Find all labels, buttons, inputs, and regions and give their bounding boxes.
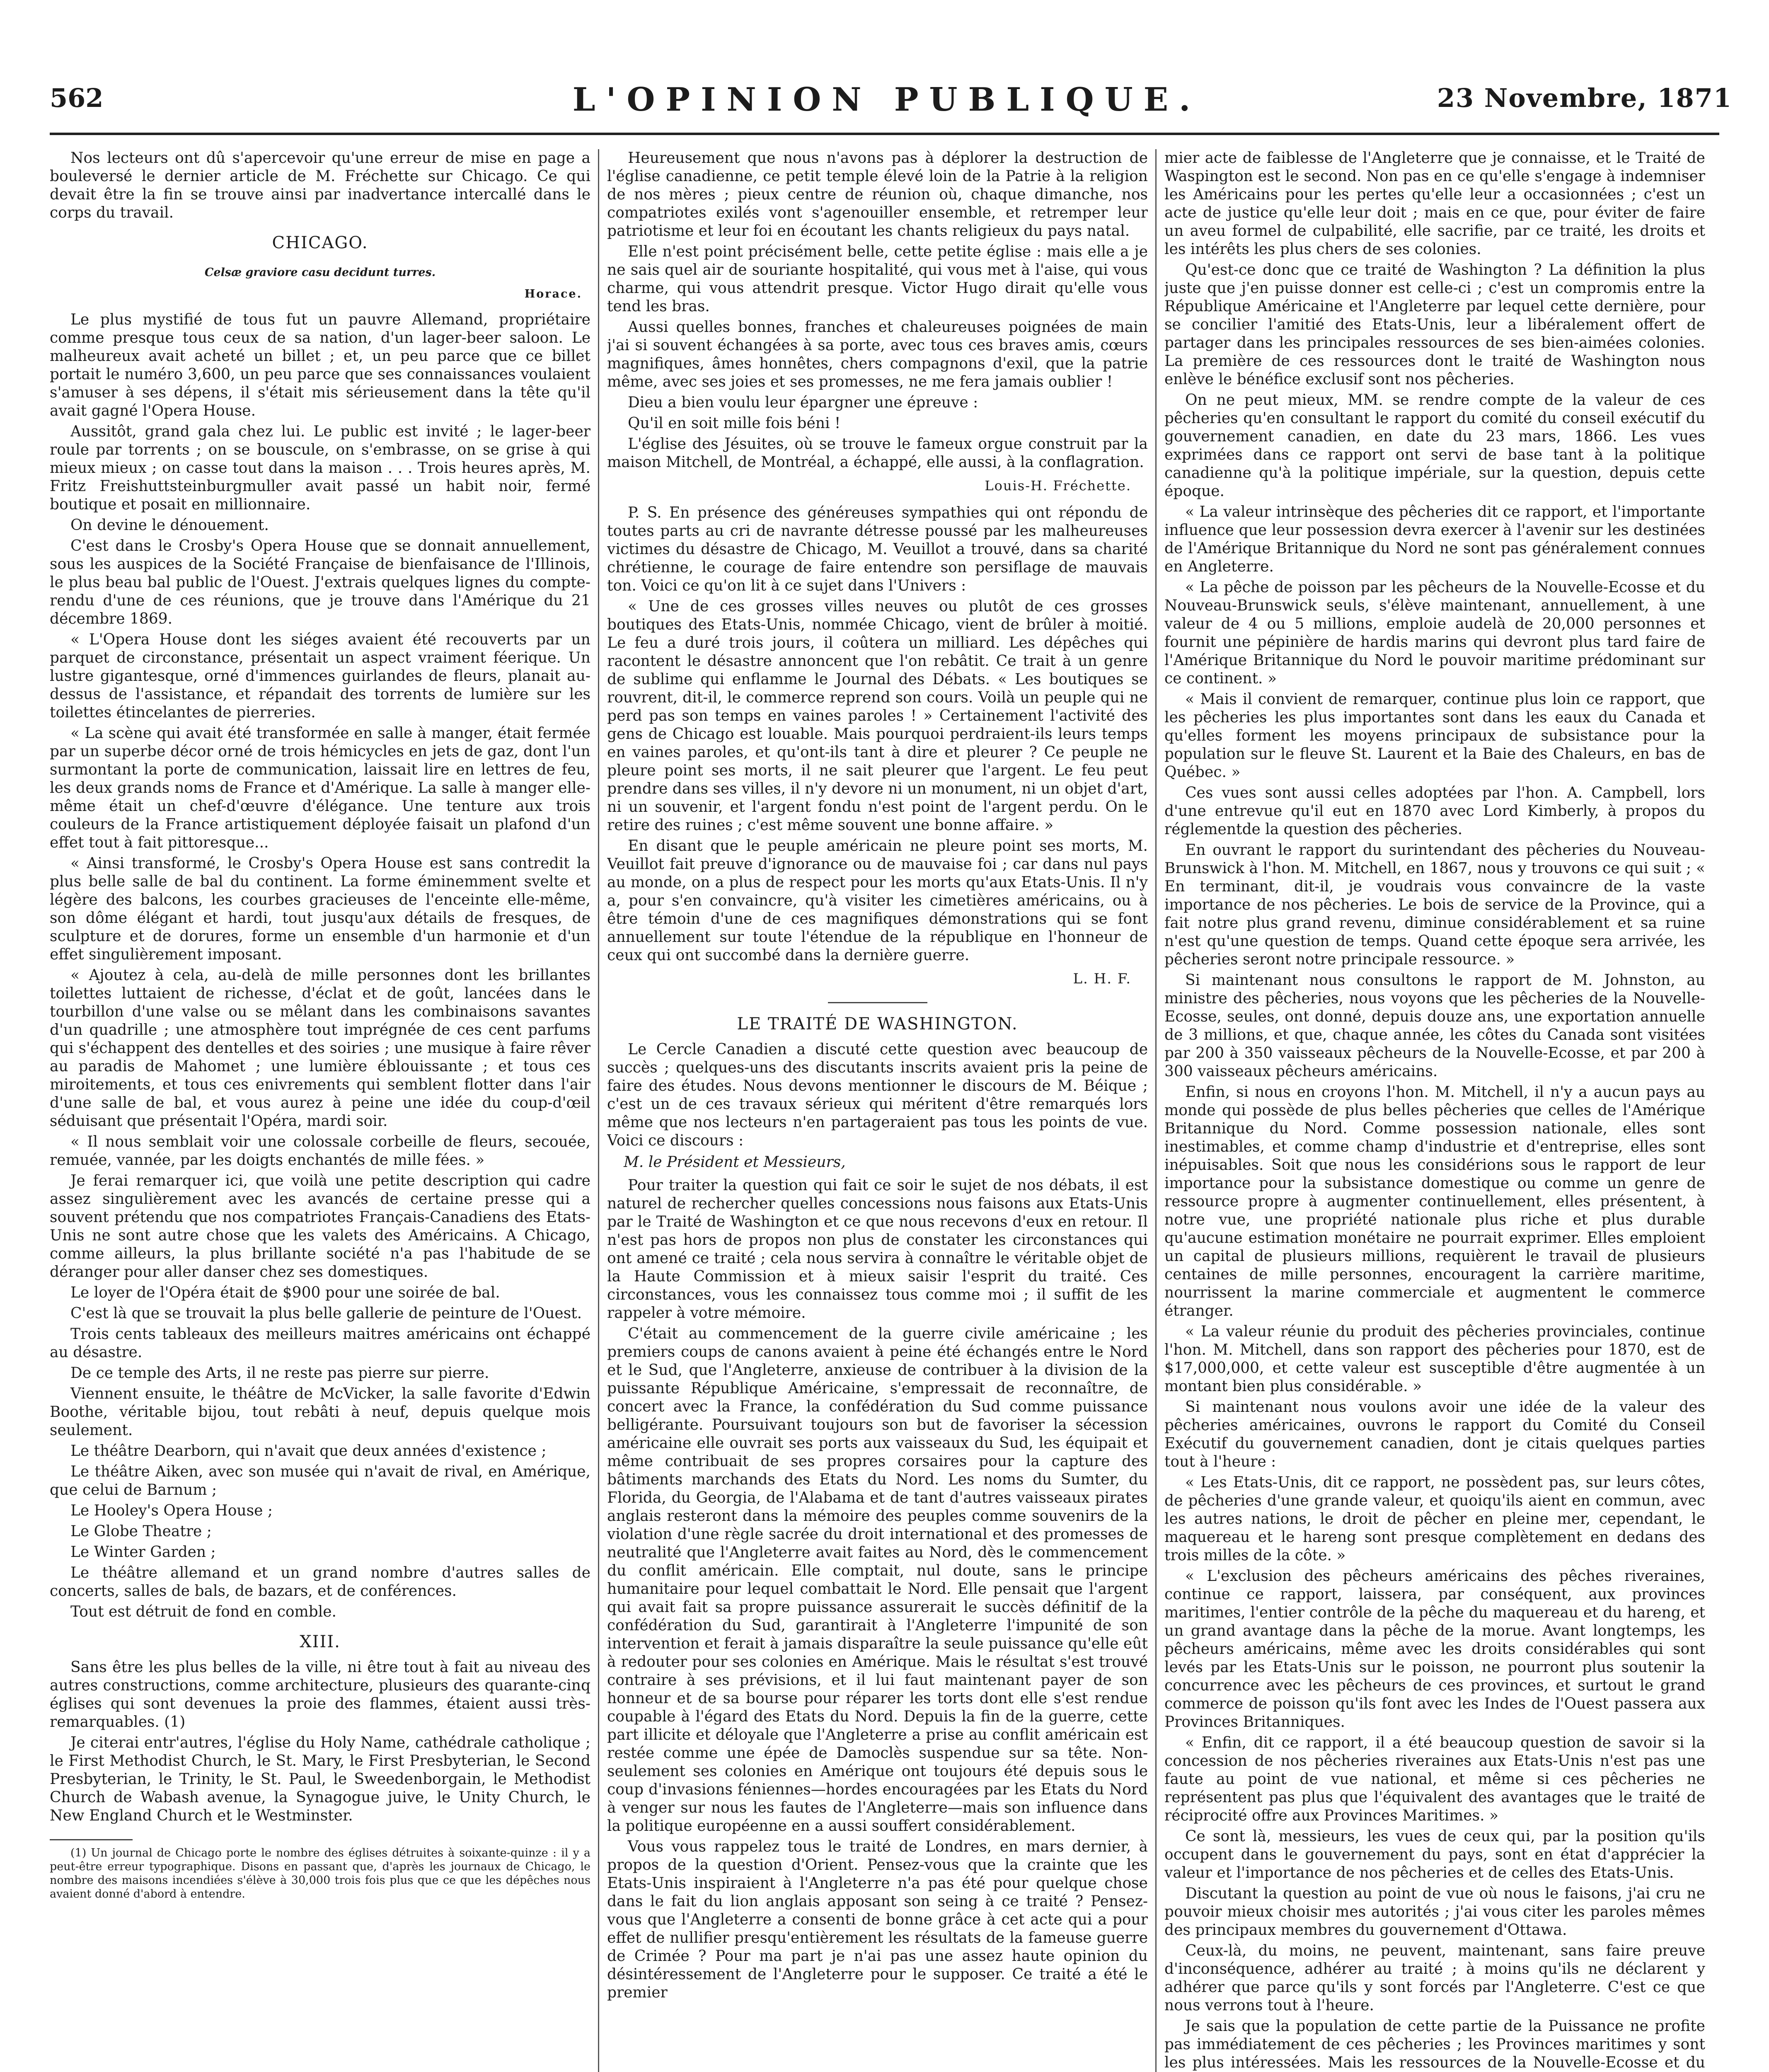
paragraph: Qu'il en soit mille fois béni ! bbox=[628, 415, 841, 432]
paragraph: « L'Opera House dont les siéges avaient été recouverts par un parquet de circonstance, présentait un aspect vraiment féerique. Un lustre gigantesque, orné d'immences guirlandes de fleurs, planait au-dessus de l'assistance, et répandait des torrents de lumière sur les toilettes étincelantes de pierreries. bbox=[50, 631, 590, 721]
paragraph: C'est là que se trouvait la plus belle gallerie de peinture de l'Ouest. bbox=[70, 1305, 582, 1322]
paragraph: « Enfin, dit ce rapport, il a été beaucoup question de savoir si la concession de nos pêcheries riveraines aux Etats-Unis n'est pas une faute au point de vue national, et même si ces pêcheries ne représentent pas plus que l'équivalent des avantages que le traité de réciprocité offre aux Provinces Maritimes. » bbox=[1164, 1734, 1705, 1824]
paragraph: Qu'est-ce donc que ce traité de Washington ? La définition la plus juste que j'en puisse donner est celle-ci ; c'est un compromis entre la République Américaine et l'Angleterre par lequel cette dernière, pour se concilier l'amitié des Etats-Unis, leur a libéralement offert de partager dans les principales ressources de ses bien-aimées colonies. La première de ces ressources dont le traité de Washington nous enlève le bénéfice exclusif sont nos pêcheries. bbox=[1164, 261, 1705, 388]
paragraph: Pour traiter la question qui fait ce soir le sujet de nos débats, il est naturel de rechercher quelles concessions nous faisons aux Etats-Unis par le Traité de Washington et ce que nous recevons d'eux en retour. Il n'est pas hors de propos non plus de constater les circonstances qui ont amené ce traité ; cela nous servira à connaître le véritable objet de la Haute Commission et à mieux saisir l'esprit du traité. Ces circonstances, vous les connaissez tous comme moi ; il suffit de les rappeler à votre mémoire. bbox=[607, 1177, 1148, 1322]
paragraph: « La pêche de poisson par les pêcheurs de la Nouvelle-Ecosse et du Nouveau-Brunswick seuls, s'élève maintenant, annuellement, à une valeur de 4 ou 5 millions, emploie audelà de 20,000 personnes et fournit une pépinière de hardis marins qui devront plus tard faire de l'Amérique Britannique du Nord le pouvoir maritime prédominant sur ce continent. » bbox=[1164, 579, 1705, 687]
paragraph: En ouvrant le rapport du surintendant des pêcheries du Nouveau-Brunswick à l'hon. M. Mitchell, en 1867, nous y trouvons ce qui suit ; « En terminant, dit-il, je voudrais vous convaincre de la vaste importance de nos pêcheries. Le bois de service de la Province, qui a fait notre plus grand revenu, diminue considérablement et sa ruine n'est qu'une question de temps. Quand cette époque sera arrivée, les pêcheries seront notre principale ressource. » bbox=[1164, 842, 1705, 968]
paragraph: « Ainsi transformé, le Crosby's Opera House est sans contredit la plus belle salle de bal du continent. La forme éminemment svelte et légère des balcons, les courbes gracieuses de l'enceinte elle-même, son dôme élégant et hardi, tout jusqu'aux détails de fresques, de sculpture et de dorures, forme un ensemble d'un harmonie et d'un effet singulièrement imposant. bbox=[50, 855, 590, 963]
paragraph: De ce temple des Arts, il ne reste pas pierre sur pierre. bbox=[70, 1365, 489, 1382]
column-2 bbox=[607, 149, 1148, 2072]
paragraph: Discutant la question au point de vue où nous le faisons, j'ai cru ne pouvoir mieux choisir mes autorités ; j'ai vous citer les paroles mêmes des principaux membres du gouvernement d'Ottawa. bbox=[1164, 1885, 1705, 1939]
paragraph: Tout est détruit de fond en comble. bbox=[70, 1603, 336, 1620]
paragraph: « Ajoutez à cela, au-delà de mille personnes dont les brillantes toilettes luttaient de richesse, d'éclat et de goût, lancées dans le tourbillon d'une valse ou se mêlant dans les combinaisons savantes d'un quadrille ; une atmosphère tout imprégnée de ces cent parfums qui s'échappent des dentelles et des soiries ; une musique à faire rêver au paradis de Mahomet ; une lumière éblouissante ; et tous ces miroitements, et tous ces enivrements qui semblent flotter dans l'air d'une salle de bal, et vous aurez à peine une idée du coup-d'œil séduisant que présentait l'Opéra, mardi soir. bbox=[50, 967, 590, 1130]
salutation: M. le Président et Messieurs, bbox=[624, 1154, 846, 1171]
section-heading-xiii: XIII. bbox=[300, 1632, 341, 1651]
paragraph: « La valeur intrinsèque des pêcheries dit ce rapport, et l'importante influence que leur possession devra exercer à l'avenir sur les destinées de l'Amérique Britannique du Nord ne sont pas généralement connues en Angleterre. bbox=[1164, 503, 1705, 575]
paragraph: Elle n'est point précisément belle, cette petite église : mais elle a je ne sais quel air de souriante hospitalité, qui vous met à l'aise, qui vous charme, qui vous attendrit presque. Victor Hugo dirait qu'elle vous tend les bras. bbox=[607, 243, 1148, 315]
paragraph: « La valeur réunie du produit des pêcheries provinciales, continue l'hon. M. Mitchell, dans son rapport des pêcheries pour 1870, est de $17,000,000, et cette valeur est susceptible d'être augmentée à un montant bien plus considérable. » bbox=[1164, 1323, 1705, 1395]
column-divider bbox=[1155, 149, 1157, 2072]
paragraph: « Il nous semblait voir une colossale corbeille de fleurs, secouée, remuée, vannée, par les doigts enchantés de mille fées. » bbox=[50, 1133, 590, 1169]
paragraph: Je sais que la population de cette partie de la Puissance ne profite pas immédiatement de ces pêcheries ; les Provinces maritimes y sont les plus intéressées. Mais les ressources de la Nouvelle-Ecosse et du bbox=[1164, 2018, 1705, 2071]
column-3 bbox=[1164, 149, 1705, 2072]
paragraph: « Les Etats-Unis, dit ce rapport, ne possèdent pas, sur leurs côtes, de pêcheries d'une grande valeur, et quoiqu'ils aient en commun, avec les autres nations, le droit de pêcher en pleine mer, cependant, le maquereau et le hareng sont presque complètement en dedans des trois milles de la côte. » bbox=[1164, 1474, 1705, 1564]
footnote-rule bbox=[50, 1839, 133, 1840]
paragraph: Ce sont là, messieurs, les vues de ceux qui, par la position qu'ils occupent dans le gouvernement du pays, sont en état d'apprécier la valeur et l'importance de nos pêcheries et de celles des Etats-Unis. bbox=[1164, 1828, 1705, 1881]
masthead-title: L'OPINION PUBLIQUE. bbox=[572, 81, 1201, 119]
column-divider bbox=[598, 149, 599, 2072]
paragraph: Le théâtre allemand et un grand nombre d'autres salles de concerts, salles de bals, de bazars, et de conférences. bbox=[50, 1564, 590, 1600]
paragraph: Aussitôt, grand gala chez lui. Le public est invité ; le lager-beer roule par torrents ; on se bouscule, on s'embrasse, on se grise à qui mieux mieux ; on casse tout dans la maison . . . Trois heures après, M. Fritz Freishuttsteinburgmuller avait passé un habit noir, fermé boutique et posait en millionnaire. bbox=[50, 423, 590, 513]
paragraph: Le théâtre Aiken, avec son musée qui n'avait de rival, en Amérique, que celui de Barnum ; bbox=[50, 1463, 590, 1498]
paragraph: « Mais il convient de remarquer, continue plus loin ce rapport, que les pêcheries les plus importantes sont dans les eaux du Canada et qu'elles forment les moyens principaux de subsistance pour la population sur le fleuve St. Laurent et la Baie des Chaleurs, en bas de Québec. » bbox=[1164, 691, 1705, 781]
paragraph: Le Cercle Canadien a discuté cette question avec beaucoup de succès ; quelques-uns des discutants inscrits avaient pris la peine de faire des études. Nous devons mentionner le discours de M. Béique ; c'est un de ces travaux sérieux qui méritent d'être remarqués lors même que nos lecteurs n'en partageraient pas tous les points de vue. Voici ce discours : bbox=[607, 1041, 1148, 1149]
paragraph: « L'exclusion des pêcheurs américains des pêches riveraines, continue ce rapport, laissera, par conséquent, aux provinces maritimes, l'entier contrôle de la pêche du maquereau et du hareng, et un grand avantage dans la pêche de la morue. Avant longtemps, les pêcheurs américains, même avec les droits considérables qui sont levés par les Etats-Unis sur le poisson, ne pourront plus soutenir la concurrence avec les pêcheurs de ces provinces, et surtout le grand commerce de poisson qu'ils font avec les Indes de l'Ouest passera aux Provinces Britanniques. bbox=[1164, 1568, 1705, 1731]
epigraph-author: Horace. bbox=[524, 288, 582, 300]
section-rule bbox=[828, 1002, 927, 1003]
paragraph: Vous vous rappelez tous le traité de Londres, en mars dernier, à propos de la question d'Orient. Pensez-vous que la crainte que les Etats-Unis inspiraient à l'Angleterre n'a pas été pour quelque chose dans le fait du lion anglais apposant son seing à ce traité ? Pensez-vous que l'Angleterre a consenti de bonne grâce à cet acte qui a pour effet de nullifier presqu'entièrement les résultats de la fameuse guerre de Crimée ? Pour ma part je n'ai pas une assez haute opinion du désintéressement de l'Angleterre pour le supposer. Ce traité a été le premier bbox=[607, 1838, 1148, 2001]
paragraph: Ces vues sont aussi celles adoptées par l'hon. A. Campbell, lors d'une entrevue qu'il eut en 1870 avec Lord Kimberly, à propos du réglementde la question des pêcheries. bbox=[1164, 784, 1705, 838]
column-1 bbox=[50, 149, 590, 2072]
paragraph: Trois cents tableaux des meilleurs maitres américains ont échappé au désastre. bbox=[50, 1326, 590, 1361]
author-signature: Louis-H. Fréchette. bbox=[985, 478, 1131, 494]
epigraph: Celsæ graviore casu decidunt turres. bbox=[204, 266, 436, 279]
paragraph: Le théâtre Dearborn, qui n'avait que deux années d'existence ; bbox=[70, 1443, 547, 1460]
footnote: (1) Un journal de Chicago porte le nombre des églises détruites à soixante-quinze : il y a peut-être erreur typographique. Disons en passant que, d'après les journaux de Chicago, le nombre des maisons incendiées s'élève à 30,000 trois fois plus que ce que les dépêches nous avaient donné d'abord à entendre. bbox=[50, 1847, 590, 1900]
paragraph: L'église des Jésuites, où se trouve le fameux orgue construit par la maison Mitchell, de Montréal, a échappé, elle aussi, à la conflagration. bbox=[607, 436, 1148, 471]
header-rule bbox=[50, 133, 1719, 135]
section-heading-chicago: CHICAGO. bbox=[272, 233, 368, 252]
paragraph: Dieu a bien voulu leur épargner une épreuve : bbox=[628, 394, 978, 411]
paragraph: Viennent ensuite, le théâtre de McVicker, la salle favorite d'Edwin Boothe, véritable bijou, tout rebâti à neuf, depuis quelque mois seulement. bbox=[50, 1385, 590, 1439]
paragraph: Le plus mystifié de tous fut un pauvre Allemand, propriétaire comme presque tous ceux de sa nation, d'un lager-beer saloon. Le malheureux avait acheté un billet ; et, un peu parce que ce billet portait le numéro 3,600, un peu parce que ses connaissances voulaient s'amuser à ses dépens, il s'était mis sérieusement dans la tête qu'il avait gagné l'Opera House. bbox=[50, 311, 590, 419]
page-number: 562 bbox=[50, 83, 104, 113]
editorial-note: Nos lecteurs ont dû s'apercevoir qu'une erreur de mise en page a bouleversé le dernier article de M. Fréchette sur Chicago. Ce qui devait être la fin se trouve ainsi par inadvertance intercallé dans le corps du travail. bbox=[50, 150, 590, 221]
paragraph: C'est dans le Crosby's Opera House que se donnait annuellement, sous les auspices de la Société Française de bienfaisance de l'Illinois, le plus beau bal public de l'Ouest. J'extrais quelques lignes du compte-rendu d'une de ces réunions, que je trouve dans l'Amérique du 21 décembre 1869. bbox=[50, 537, 590, 627]
paragraph: Je citerai entr'autres, l'église du Holy Name, cathédrale catholique ; le First Methodist Church, le St. Mary, le First Presbyterian, le Second Presbyterian, le Trinity, le St. Paul, le Sweedenborgain, le Methodist Church de Wabash avenue, la Synagogue juive, le Unity Church, le New England Church et le Westminster. bbox=[50, 1734, 590, 1824]
paragraph: Enfin, si nous en croyons l'hon. M. Mitchell, il n'y a aucun pays au monde qui possède de plus belles pêcheries que celles de l'Amérique Britannique du Nord. Comme possession nationale, elles sont inestimables, et comme champ d'industrie et d'entreprise, elles sont inépuisables. Soit que nous les considérions sous le rapport de leur importance pour la subsistance domestique ou comme un genre de ressource propre à augmenter continuellement, elles présentent, à notre vue, une propriété nationale plus riche et plus durable qu'aucune estimation monétaire ne pourrait exprimer. Elles emploient un capital de plusieurs millions, requièrent le travail de plusieurs centaines de mille personnes, encouragent la carrière maritime, nourrissent la marine commerciale et augmentent le commerce étranger. bbox=[1164, 1084, 1705, 1319]
paragraph: Le loyer de l'Opéra était de $900 pour une soirée de bal. bbox=[70, 1284, 500, 1301]
paragraph: On devine le dénouement. bbox=[70, 517, 269, 534]
paragraph: Sans être les plus belles de la ville, ni être tout à fait au niveau des autres constructions, comme architecture, plusieurs des quarante-cinq églises qui sont devenues la proie des flammes, étaient aussi très-remarquables. (1) bbox=[50, 1659, 590, 1731]
paragraph: P. S. En présence des généreuses sympathies qui ont répondu de toutes parts au cri de navrante détresse poussé par les malheureuses victimes du désastre de Chicago, M. Veuillot a trouvé, dans sa charité chrétienne, le courage de faire entendre son persiflage de mauvais ton. Voici ce qu'on lit à ce sujet dans l'Univers : bbox=[607, 504, 1148, 594]
paragraph: Si maintenant nous consultons le rapport de M. Johnston, au ministre des pêcheries, nous voyons que les pêcheries de la Nouvelle-Ecosse, seules, ont donné, depuis douze ans, une exportation annuelle de 3 millions, et que, chaque année, les côtes du Canada sont visitées par 200 à 350 vaisseaux pêcheurs de la Nouvelle-Ecosse, et par 200 à 300 vaisseaux pêcheurs américains. bbox=[1164, 972, 1705, 1080]
paragraph: Je ferai remarquer ici, que voilà une petite description qui cadre assez singulièrement avec les avancés de certaine presse qui a souvent prétendu que nos compatriotes Français-Canadiens des Etats-Unis ne sont autre chose que les valets des Américains. A Chicago, comme ailleurs, la plus brillante société n'a pas l'habitude de se déranger pour aller danser chez ses domestiques. bbox=[50, 1172, 590, 1280]
paragraph: « La scène qui avait été transformée en salle à manger, était fermée par un superbe décor orné de trois hémicycles en jets de gaz, dont l'un surmontant la porte de communication, laissait lire en lettres de feu, les deux grands noms de France et d'Amérique. La salle à manger elle-même était un chef-d'œuvre d'élégance. Une tenture aux trois couleurs de la France artistiquement déployée faisait un plafond d'un effet tout à fait pittoresque... bbox=[50, 725, 590, 851]
paragraph: Le Hooley's Opera House ; bbox=[70, 1502, 273, 1519]
paragraph: mier acte de faiblesse de l'Angleterre que je connaisse, et le Traité de Waspington est le second. Non pas en ce qu'elle s'engage à indemniser les Américains pour les pertes qu'elle leur a occasionnées ; c'est un acte de justice qu'elle leur doit ; mais en ce que, pour éviter de faire un aveu formel de culpabilité, elle sacrifie, par ce traité, les droits et les intérêts les plus chers de ses colonies. bbox=[1164, 150, 1705, 258]
paragraph: Le Winter Garden ; bbox=[70, 1544, 216, 1561]
paragraph: C'était au commencement de la guerre civile américaine ; les premiers coups de canons avaient à peine été échangés entre le Nord et le Sud, que l'Angleterre, anxieuse de contribuer à la division de la puissante République Américaine, s'empressait de reconnaître, de concert avec la France, la confédération du Sud comme puissance belligérante. Poursuivant toujours son but de favoriser la sécession américaine elle ouvrait ses ports aux vaisseaux du Sud, les équipait et même contribuait de ses propres corsaires pour la capture des bâtiments marchands des Etats du Nord. Les noms du Sumter, du Florida, du Georgia, de l'Alabama et de tant d'autres vaisseaux pirates anglais resteront dans la mémoire des peuples comme souvenirs de la violation d'une règle sacrée du droit international et des promesses de neutralité que l'Angleterre avait faites au Nord, dès le commencement du conflit américain. Elle comptait, nul doute, sans le principe humanitaire pour lequel combattait le Nord. Elle pensait que l'argent qui avait fait sa propre puissance assurerait le succès définitif de la confédération du Sud, garantirait à l'Angleterre l'impunité de son intervention et ferait à jamais disparaître la seule puissance qu'elle eût à redouter pour ses colonies en Amérique. Mais le résultat s'est trouvé contraire à ses prévisions, et il lui faut maintenant payer de son honneur et de sa bourse pour réparer les torts dont elle s'est rendue coupable à l'égard des Etats du Nord. Depuis la fin de la guerre, cette part illicite et déloyale que l'Angleterre a prise au conflit américain est restée comme une épée de Damoclès suspendue sur sa tête. Non-seulement ses colonies en Amérique ont toujours été depuis sous le coup d'invasions féniennes—hordes encouragées par les Etats du Nord à venger sur nous les fautes de l'Angleterre—mais son influence dans la politique européenne en a aussi souffert considérablement. bbox=[607, 1325, 1148, 1835]
paragraph: On ne peut mieux, MM. se rendre compte de la valeur de ces pêcheries qu'en consultant le rapport du comité du conseil exécutif du gouvernement canadien, en date du 23 mars, 1866. Les vues exprimées dans ce rapport ont servi de base tant à la politique canadienne qu'à la politique impériale, sur la question, depuis cette époque. bbox=[1164, 392, 1705, 500]
issue-date: 23 Novembre, 1871 bbox=[1437, 83, 1732, 113]
paragraph: Heureusement que nous n'avons pas à déplorer la destruction de l'église canadienne, ce petit temple élevé loin de la Patrie à la religion de nos mères ; pieux centre de réunion où, chaque dimanche, nos compatriotes exilés vont s'agenouiller ensemble, et retremper leur patriotisme et leur foi en écoutant les chants religieux du pays natal. bbox=[607, 150, 1148, 240]
paragraph: En disant que le peuple américain ne pleure point ses morts, M. Veuillot fait preuve d'ignorance ou de mauvaise foi ; car dans nul pays au monde, on a plus de respect pour les morts qu'aux Etats-Unis. Il n'y a, pour s'en convaincre, qu'à visiter les cimetières américains, ou à être témoin d'une de ces magnifiques démonstrations qui se font annuellement sur toute l'étendue de la république en l'honneur de ceux qui ont succombé dans la dernière guerre. bbox=[607, 838, 1148, 964]
paragraph: « Une de ces grosses villes neuves ou plutôt de ces grosses boutiques des Etats-Unis, nommée Chicago, vient de brûler à moitié. Le feu a duré trois jours, il coûtera un milliard. Les dépêches qui racontent le désastre annoncent que l'on rebâtit. Ce trait à un genre de sublime qui enflamme le Journal des Débats. « Les boutiques se rouvrent, dit-il, le commerce reprend son cours. Voilà un peuple qui ne perd pas son temps en vaines paroles ! » Certainement l'activité des gens de Chicago est louable. Mais pourquoi perdraient-ils leurs temps en vaines paroles, et qu'ont-ils tant à dire et pleurer ? Ce peuple ne pleure point ses morts, il ne sait pleurer que l'argent. Le feu peut prendre dans ses villes, il n'y devore ni un monument, ni un objet d'art, ni un souvenir, et l'argent fondu n'est point de l'argent perdu. On le retire des ruines ; c'est même souvent une bonne affaire. » bbox=[607, 598, 1148, 834]
section-heading-traite: LE TRAITÉ DE WASHINGTON. bbox=[737, 1014, 1018, 1034]
author-initials: L. H. F. bbox=[1073, 971, 1131, 987]
paragraph: Aussi quelles bonnes, franches et chaleureuses poignées de main j'ai si souvent échangées à sa porte, avec tous ces braves amis, cœurs magnifiques, âmes honnêtes, chers compagnons d'exil, que la patrie même, avec ses joies et ses promesses, ne me fera jamais oublier ! bbox=[607, 319, 1148, 390]
paragraph: Ceux-là, du moins, ne peuvent, maintenant, sans faire preuve d'inconséquence, adhérer au traité ; à moins qu'ils ne déclarent y adhérer que parce qu'ils y sont forcés par l'Angleterre. C'est ce que nous verrons tout à l'heure. bbox=[1164, 1942, 1705, 2014]
paragraph: Le Globe Theatre ; bbox=[70, 1523, 212, 1540]
paragraph: Si maintenant nous voulons avoir une idée de la valeur des pêcheries américaines, ouvrons le rapport du Comité du Conseil Exécutif du gouvernement canadien, dont je citais quelques parties tout à l'heure : bbox=[1164, 1399, 1705, 1470]
